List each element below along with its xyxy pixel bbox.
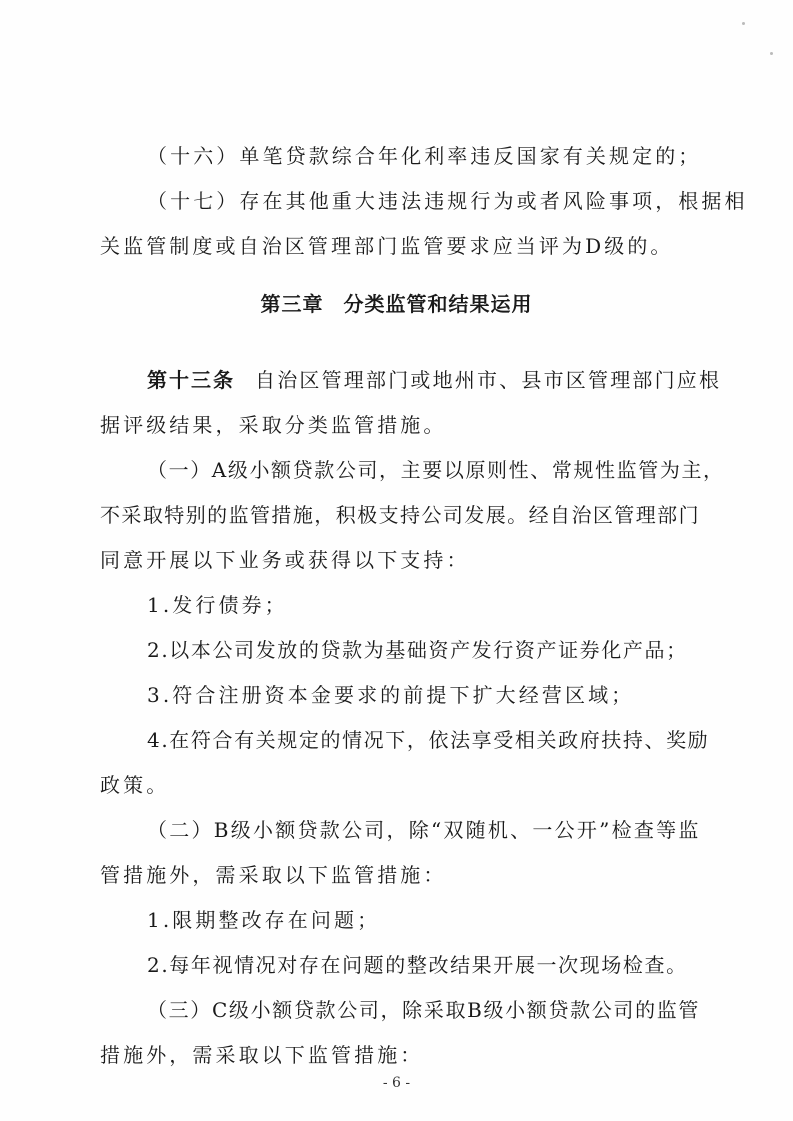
scan-speck bbox=[770, 52, 773, 55]
list-item: 1.限期整改存在问题； bbox=[147, 908, 381, 932]
list-item: 4.在符合有关规定的情况下，依法享受相关政府扶持、奖励 bbox=[147, 728, 710, 752]
chapter-title: 分类监管和结果运用 bbox=[343, 292, 533, 316]
list-item: 3.符合注册资本金要求的前提下扩大经营区域； bbox=[147, 683, 635, 707]
page-number: - 6 - bbox=[382, 1075, 411, 1091]
paragraph-line: （二）B级小额贷款公司，除“双随机、一公开”检查等监 bbox=[147, 818, 700, 842]
paragraph-line: 不采取特别的监管措施，积极支持公司发展。经自治区管理部门 bbox=[100, 503, 700, 527]
article-line bbox=[147, 366, 722, 394]
list-item: 1.发行债券； bbox=[147, 593, 288, 617]
list-item: 2.每年视情况对存在问题的整改结果开展一次现场检查。 bbox=[147, 953, 688, 977]
paragraph-line: 同意开展以下业务或获得以下支持： bbox=[100, 548, 470, 572]
chapter-number: 第三章 bbox=[260, 292, 324, 316]
list-item: 2.以本公司发放的贷款为基础资产发行资产证券化产品； bbox=[147, 638, 688, 662]
article-text: 自治区管理部门或地州市、县市区管理部门应根 bbox=[255, 368, 722, 392]
paragraph-line: 政策。 bbox=[100, 773, 170, 797]
paragraph-line: （三）C级小额贷款公司，除采取B级小额贷款公司的监管 bbox=[147, 998, 700, 1022]
scan-speck bbox=[742, 22, 745, 25]
paragraph-line: 措施外，需采取以下监管措施： bbox=[100, 1043, 424, 1067]
paragraph-line: 管措施外，需采取以下监管措施： bbox=[100, 863, 447, 887]
paragraph-line: （十七）存在其他重大违法违规行为或者风险事项，根据相 bbox=[147, 189, 748, 213]
paragraph-line: 关监管制度或自治区管理部门监管要求应当评为D级的。 bbox=[100, 234, 674, 258]
article-title: 第十三条 bbox=[147, 368, 235, 392]
paragraph-line: （一）A级小额贷款公司，主要以原则性、常规性监管为主， bbox=[147, 458, 725, 482]
paragraph-line: （十六）单笔贷款综合年化利率违反国家有关规定的； bbox=[147, 144, 702, 168]
chapter-heading bbox=[0, 290, 793, 318]
paragraph-line: 据评级结果，采取分类监管措施。 bbox=[100, 413, 447, 437]
